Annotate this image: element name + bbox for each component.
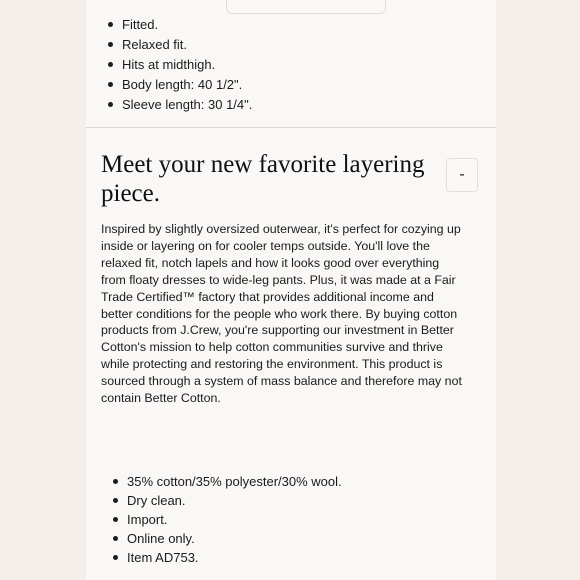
fit-specs-list xyxy=(122,15,252,115)
list-item: Dry clean. xyxy=(127,491,342,510)
list-item: Sleeve length: 30 1/4". xyxy=(122,95,252,115)
list-item: Body length: 40 1/2". xyxy=(122,75,252,95)
list-item: Fitted. xyxy=(122,15,252,35)
list-item: Relaxed fit. xyxy=(122,35,252,55)
section-title: Meet your new favorite layering piece. xyxy=(101,151,425,207)
top-tab-edge xyxy=(226,0,386,14)
list-item: Hits at midthigh. xyxy=(122,55,252,75)
section-divider xyxy=(86,127,496,128)
list-item: Item AD753. xyxy=(127,548,342,567)
materials-care-list xyxy=(127,472,342,567)
product-description: Inspired by slightly oversized outerwear, it's perfect for cozying up inside or layering on for cooler temps outside. You'll love the relaxed fit, notch lapels and how it looks good over everything from floaty dresses to wide-leg pants. Plus, it was made at a Fair Trade Certified™ factory that provides additional income and better conditions for the people who work there. By buying cotton products from J.Crew, you're supporting our investment in Better Cotton's mission to help cotton communities survive and thrive while protecting and restoring the environment. This product is sourced through a system of mass balance and therefore may not contain Better Cotton. xyxy=(101,222,462,406)
list-item: Import. xyxy=(127,510,342,529)
list-item: Online only. xyxy=(127,529,342,548)
list-item: 35% cotton/35% polyester/30% wool. xyxy=(127,474,342,489)
collapse-button[interactable]: - xyxy=(446,158,478,192)
